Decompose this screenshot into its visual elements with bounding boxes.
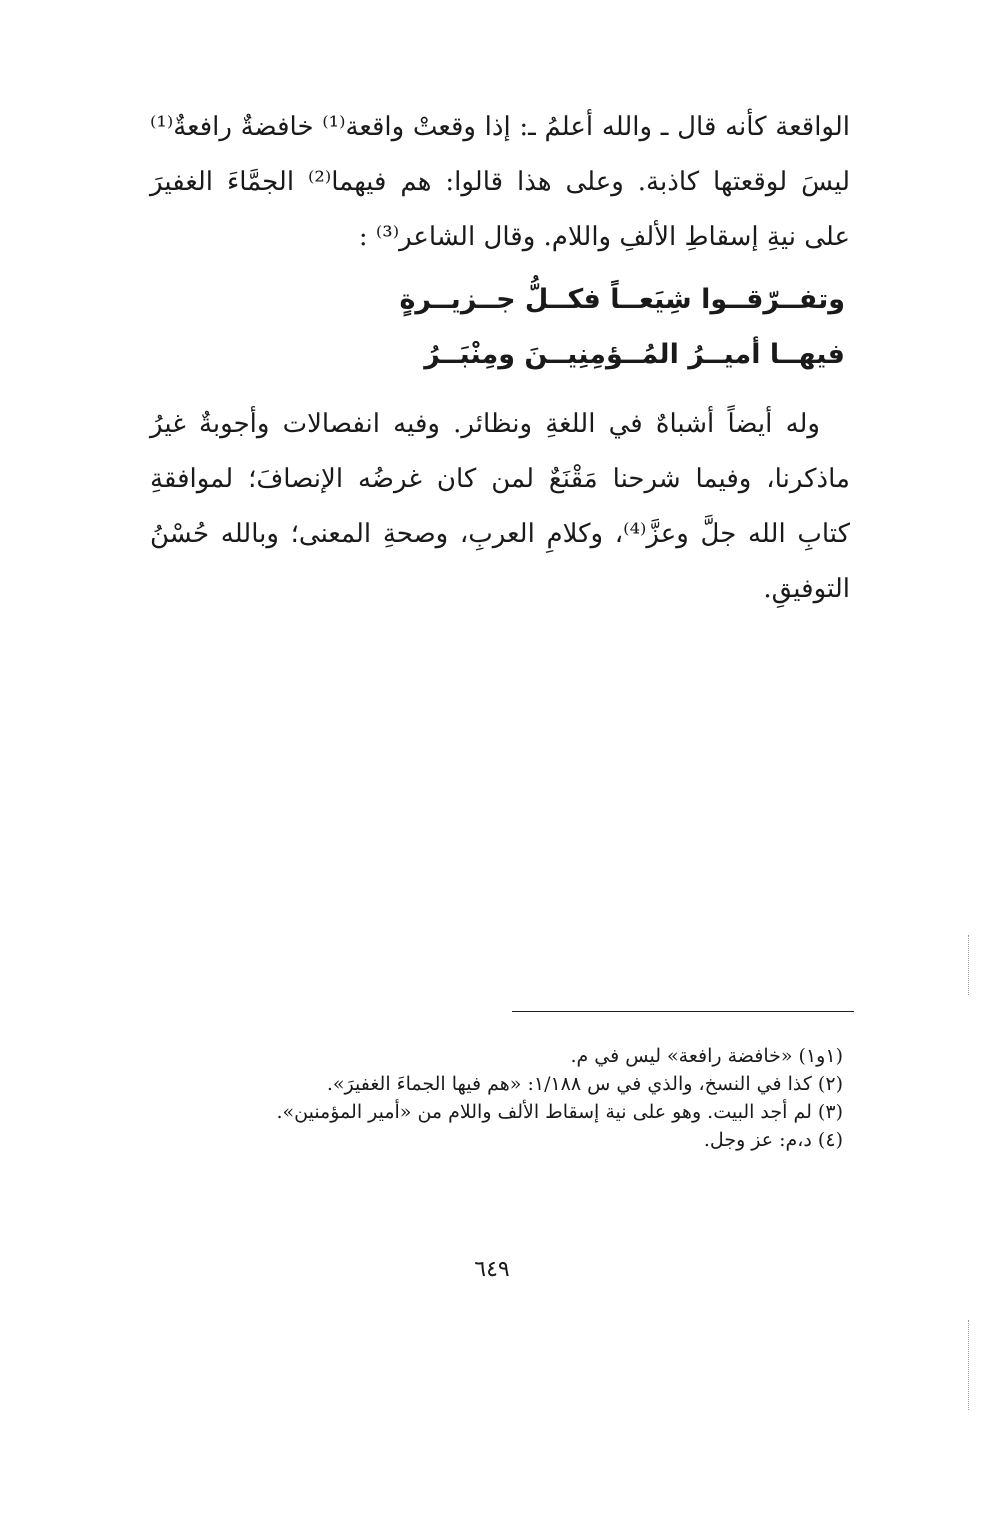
verse-line-1: وتفــرّقــوا شِيَعــاً فكــلُّ جــزيــرةٍ: [399, 284, 845, 315]
main-paragraph: [150, 100, 850, 265]
paragraph-2: وله أيضاً أشباهٌ في اللغةِ ونظائر. وفيه انفصالات وأجوبةٌ غيرُ ماذكرنا، وفيما شرحنا مَقْنَعٌ لمن كان غرضُه الإنصافَ؛ لموافقةِ كتابِ الله جلَّ وعزَّ⁽⁴⁾، وكلامِ العربِ، وصحةِ المعنى؛ وبالله حُسْنُ التوفيقِ.: [150, 409, 850, 604]
footnotes: [276, 1042, 843, 1154]
footnote-1: (١و١) «خافضة رافعة» ليس في م.: [570, 1045, 843, 1067]
paragraph-1: الواقعة كأنه قال ـ والله أعلمُ ـ: إذا وقعتْ واقعة⁽¹⁾ خافضةٌ رافعةٌ⁽¹⁾ ليسَ لوقعتها كاذبة. وعلى هذا قالوا: هم فيهما⁽²⁾ الجمَّاءَ الغفيرَ على نيةِ إسقاطِ الألفِ واللام. وقال الشاعر⁽³⁾ :: [150, 112, 850, 252]
page-number: ٦٤٩: [474, 1257, 510, 1282]
footnote-4: (٤) د،م: عز وجل.: [703, 1129, 843, 1151]
verse-line-2: فيهــا أميــرُ المُــؤمِنِيــنَ ومِنْبَــرُ: [424, 339, 845, 370]
scan-margin-mark: [968, 935, 971, 995]
closing-paragraph: [150, 397, 850, 617]
scan-margin-mark: [968, 1320, 971, 1410]
footnote-divider: [512, 1011, 854, 1012]
footnote-3: (٣) لم أجد البيت. وهو على نية إسقاط الألف واللام من «أمير المؤمنين».: [276, 1101, 843, 1123]
footnote-2: (٢) كذا في النسخ، والذي في س ١/١٨٨: «هم فيها الجماءَ الغفيرَ».: [326, 1073, 843, 1095]
